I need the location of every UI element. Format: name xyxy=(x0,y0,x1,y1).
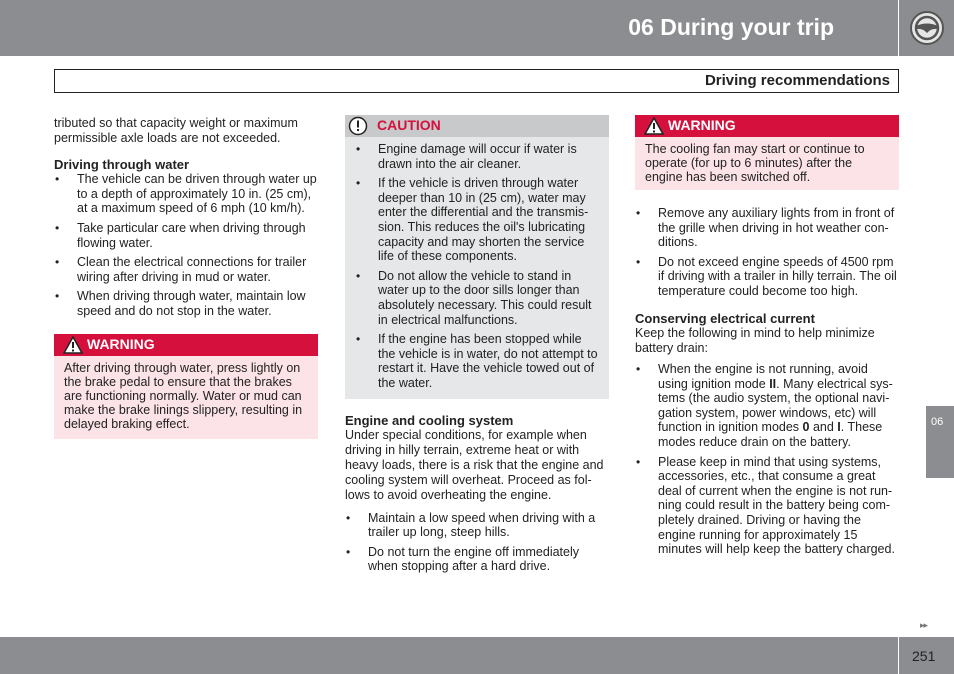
list-item: • When driving through water, maintain low speed and do not stop in the water. xyxy=(54,289,318,318)
section-title: Driving recommendations xyxy=(704,72,890,89)
column-2 xyxy=(345,115,609,574)
chapter-title: 06 During your trip xyxy=(628,14,834,40)
side-tab-label: 06 xyxy=(931,416,944,428)
list-item: • Remove any auxiliary lights from in front of the grille when driving in hot weather con-ditions. xyxy=(635,206,899,250)
list-item: • Do not exceed engine speeds of 4500 rpm if driving with a trailer in hilly terrain. The oil temperature could become too high. xyxy=(635,255,899,299)
warning-box xyxy=(54,334,318,439)
caution-body xyxy=(345,137,609,399)
list-item: • Please keep in mind that using systems, accessories, etc., that consume a great deal of current when the engine is not run-ning could result in the battery being com-pletely drained. Driving or having the engine running for approximately 15 minutes will help keep the battery charged. xyxy=(635,455,899,557)
chapter-side-tab[interactable] xyxy=(926,406,954,478)
list-item: • Engine damage will occur if water is drawn into the air cleaner. xyxy=(355,142,601,171)
header-bar xyxy=(0,0,898,56)
warning-triangle-icon xyxy=(63,336,83,354)
caution-header xyxy=(345,115,609,137)
footer-bar xyxy=(0,637,898,674)
caution-list xyxy=(355,142,601,391)
section-bar xyxy=(54,69,899,93)
water-heading: Driving through water xyxy=(54,157,190,173)
intro-text: tributed so that capacity weight or maximum permissible axle loads are not exceeded. xyxy=(54,116,298,145)
list-item: • Do not allow the vehicle to stand in water up to the door sills longer than absolutely necessary. This could result in electrical malfunctions. xyxy=(355,269,601,327)
warning-label: WARNING xyxy=(87,335,155,352)
engine-heading: Engine and cooling system xyxy=(345,412,514,428)
column-3 xyxy=(635,115,899,557)
list-item: • If the vehicle is driven through water deeper than 10 in (25 cm), water may enter the differential and the transmis-sion. This reduces the oil's lubricating capacity and may shorten the service life of these components. xyxy=(355,176,601,264)
water-list xyxy=(54,172,318,318)
heat-list xyxy=(635,206,899,299)
warning-text: After driving through water, press lightly on the brake pedal to ensure that the brakes are functioning normally. Water or mud can make the brake linings slippery, resulting in delayed braking effect. xyxy=(54,356,318,439)
warning-header xyxy=(54,334,318,356)
list-item: • If the engine has been stopped while the vehicle is in water, do not attempt to restart it. Have the vehicle towed out of the water. xyxy=(355,332,601,390)
warning-text: The cooling fan may start or continue to operate (for up to 6 minutes) after the engine has been switched off. xyxy=(635,137,899,190)
electrical-heading: Conserving electrical current xyxy=(635,310,815,326)
list-item: • Do not turn the engine off immediately when stopping after a hard drive. xyxy=(345,545,609,574)
next-page-arrows-icon[interactable]: ▸▸ xyxy=(920,620,928,630)
warning-triangle-icon xyxy=(644,117,664,135)
list-item: • Clean the electrical connections for trailer wiring after driving in mud or water. xyxy=(54,255,318,284)
electrical-text: Keep the following in mind to help minimize battery drain: xyxy=(635,325,875,355)
caution-label: CAUTION xyxy=(377,117,441,133)
list-item: • Take particular care when driving through flowing water. xyxy=(54,221,318,250)
column-1 xyxy=(54,116,318,439)
page-number: 251 xyxy=(912,648,936,664)
warning-box xyxy=(635,115,899,190)
list-item: • Maintain a low speed when driving with a trailer up long, steep hills. xyxy=(345,511,609,540)
warning-label: WARNING xyxy=(668,117,736,133)
caution-icon xyxy=(348,116,368,136)
steering-wheel-icon xyxy=(909,9,945,47)
caution-box xyxy=(345,115,609,399)
list-item: • The vehicle can be driven through water up to a depth of approximately 10 in. (25 cm), at a maximum speed of 6 mph (10 km/h). xyxy=(54,172,318,216)
engine-list xyxy=(345,511,609,574)
engine-text: Under special conditions, for example when driving in hilly terrain, extreme heat or with heavy loads, there is a risk that the engine and cooling system will overheat. Proceed as fol-lows to avoid overheating the engine. xyxy=(345,427,604,503)
list-item: • When the engine is not running, avoid using ignition mode II. Many electrical sys-tems (the audio system, the optional navi-gation system, power windows, etc) will function in ignition modes 0 and I. These modes reduce drain on the battery. xyxy=(635,362,899,450)
chapter-icon-box xyxy=(899,0,954,56)
electrical-list xyxy=(635,362,899,557)
warning-header xyxy=(635,115,899,137)
